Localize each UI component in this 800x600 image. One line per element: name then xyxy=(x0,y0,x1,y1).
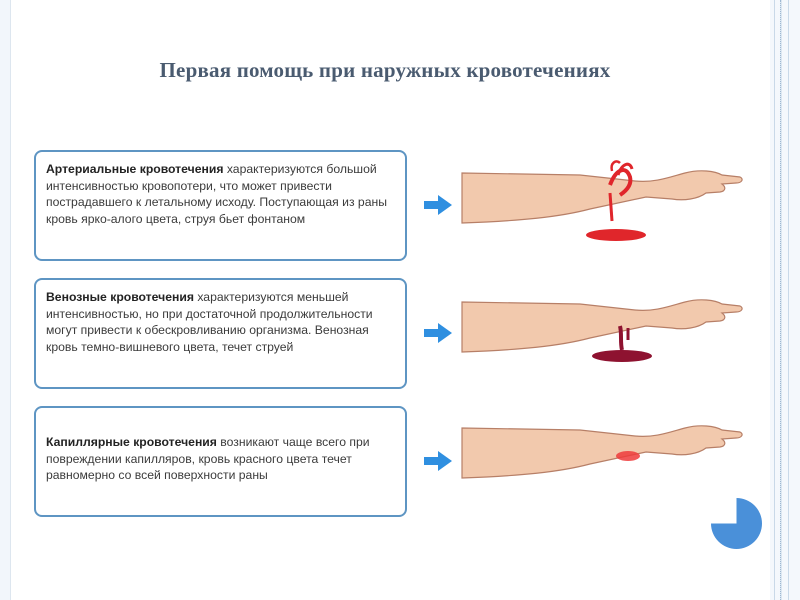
arm-illustration-arterial xyxy=(460,155,745,245)
slide-frame-left xyxy=(0,0,11,600)
quarter-circle-decoration xyxy=(709,496,764,551)
blood-stream xyxy=(620,326,622,350)
arm-shape xyxy=(462,171,742,223)
capillary-bleeding-card xyxy=(34,406,407,517)
blood-pool xyxy=(592,350,652,362)
blood-stream xyxy=(610,193,612,221)
arrow-right-icon xyxy=(423,450,453,472)
arrow-right-icon xyxy=(423,322,453,344)
frame-line xyxy=(788,0,789,600)
arm-shape xyxy=(462,300,742,352)
card-term: Венозные кровотечения xyxy=(46,290,194,304)
card-description: характеризуются меньшей интенсивностью, но при достаточной продолжительности могут привести к обескровливанию организма. Венозная кровь темно-вишневого цвета, течет струей xyxy=(46,290,373,354)
card-description: характеризуются большой интенсивностью кровопотери, что может привести пострадавшего к летальному исходу. Поступающая из раны кровь ярко-алого цвета, струя бьет фонтаном xyxy=(46,162,387,226)
frame-line xyxy=(774,0,775,600)
arm-shape xyxy=(462,426,742,478)
arm-illustration-venous xyxy=(460,290,745,380)
card-description: возникают чаще всего при повреждении капилляров, кровь красного цвета течет равномерно со всей поверхности раны xyxy=(46,435,370,483)
arm-illustration-capillary xyxy=(460,420,745,510)
venous-bleeding-card xyxy=(34,278,407,389)
slide-frame-right xyxy=(770,0,800,600)
card-term: Артериальные кровотечения xyxy=(46,162,224,176)
frame-line xyxy=(780,0,782,600)
blood-pool xyxy=(586,229,646,241)
abrasion-wound xyxy=(616,451,640,461)
arrow-right-icon xyxy=(423,194,453,216)
arterial-bleeding-card xyxy=(34,150,407,261)
card-term: Капиллярные кровотечения xyxy=(46,435,217,449)
slide-title: Первая помощь при наружных кровотечениях xyxy=(159,58,611,82)
